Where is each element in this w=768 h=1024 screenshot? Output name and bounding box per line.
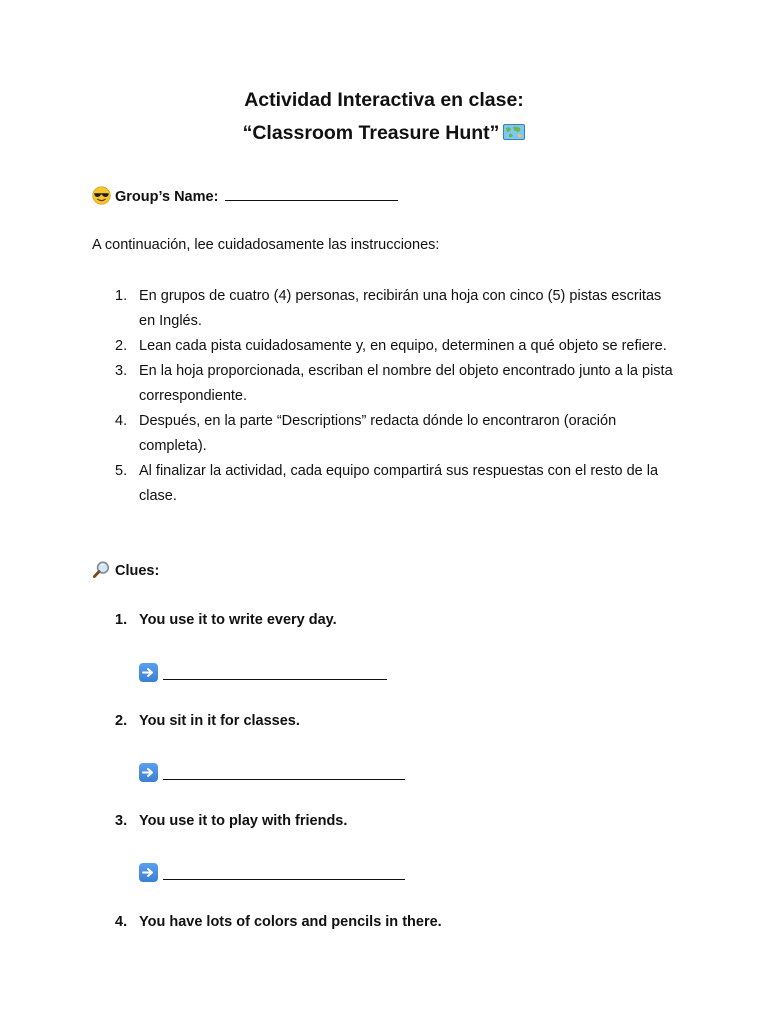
intro-text: A continuación, lee cuidadosamente las instrucciones: [92,237,440,253]
clue-number: 1. [115,612,128,628]
instructions-list [92,284,692,509]
subtitle-text: “Classroom Treasure Hunt” [242,122,500,144]
group-name-blank[interactable] [225,186,398,201]
clue-answer-blank[interactable] [163,665,387,680]
clue-text: You use it to write every day. [139,612,337,628]
instruction-text: Después, en la parte “Descriptions” redacta dónde lo encontraron (oración completa). [139,413,617,454]
clue-answer-blank[interactable] [163,765,405,780]
instruction-text: En la hoja proporcionada, escriban el nombre del objeto encontrado junto a la pista correspondiente. [139,363,673,404]
instruction-text: En grupos de cuatro (4) personas, recibirán una hoja con cinco (5) pistas escritas en Inglés. [139,288,662,329]
instruction-number: 3. [115,363,128,379]
page-title: Actividad Interactiva en clase: [244,89,524,111]
instruction-item [92,409,679,459]
clue-answer-line [139,762,405,782]
clue-answer-line [139,662,387,682]
instruction-item [92,459,679,509]
clues-heading [92,560,159,581]
instruction-item [92,284,679,334]
right-arrow-icon [139,663,158,682]
smiling-face-with-sunglasses-icon [92,186,111,205]
instruction-number: 4. [115,413,128,429]
instruction-text: Lean cada pista cuidadosamente y, en equipo, determinen a qué objeto se refiere. [139,338,667,354]
group-name-label: Group’s Name: [115,189,219,205]
instruction-text: Al finalizar la actividad, cada equipo compartirá sus respuestas con el resto de la clase. [139,463,659,504]
clue-number: 2. [115,713,128,729]
clue-text: You use it to play with friends. [139,813,348,829]
instruction-item [92,334,679,359]
world-map-icon [503,124,525,140]
clue-text: You have lots of colors and pencils in there. [139,914,442,930]
right-arrow-icon [139,763,158,782]
clue-number: 3. [115,813,128,829]
instruction-number: 1. [115,288,128,304]
page-subtitle [0,121,768,145]
clue-text: You sit in it for classes. [139,713,300,729]
instruction-number: 2. [115,338,128,354]
clue-answer-blank[interactable] [163,865,405,880]
instruction-item [92,359,679,409]
right-arrow-icon [139,863,158,882]
instruction-number: 5. [115,463,128,479]
clue-number: 4. [115,914,128,930]
clues-label: Clues: [115,563,160,579]
clue-answer-line [139,862,405,882]
group-name-line [92,186,398,207]
magnifying-glass-icon [92,560,111,579]
